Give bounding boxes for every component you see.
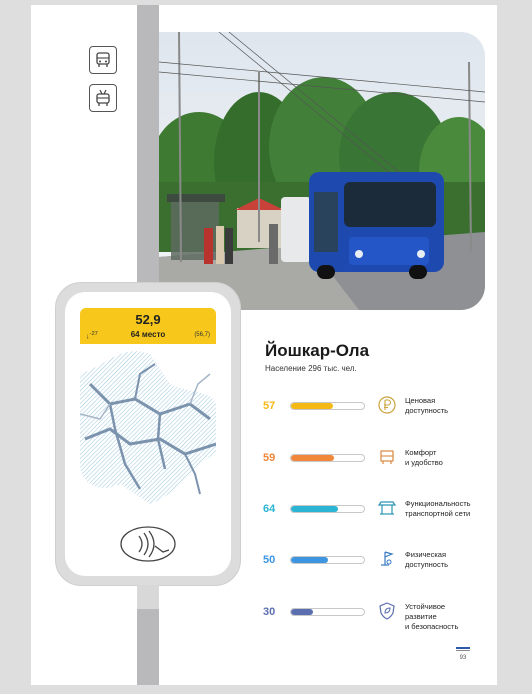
metric-label-line: Функциональность	[405, 499, 471, 508]
trolleybus-photo	[159, 32, 485, 310]
down-arrow-icon: ↓	[86, 333, 90, 341]
metric-bar-fill	[291, 609, 313, 615]
metric-value: 50	[263, 554, 276, 566]
metric-bar	[290, 402, 365, 410]
page-marker-icon	[455, 647, 471, 653]
bus-seat-icon	[377, 447, 397, 469]
metric-value: 59	[263, 452, 276, 464]
metric-label-line: доступность	[405, 406, 449, 415]
metric-value: 30	[263, 606, 276, 618]
metric-row	[263, 601, 493, 633]
metric-label-line: Комфорт	[405, 448, 437, 457]
metric-label-line: Устойчивое	[405, 602, 446, 611]
metric-label-line: и удобство	[405, 458, 443, 467]
metric-label	[405, 448, 443, 468]
metric-row	[263, 395, 493, 427]
metric-label-line: транспортной сети	[405, 509, 471, 518]
score-header	[80, 308, 216, 344]
metric-label-line: и безопасность	[405, 622, 459, 631]
metric-row	[263, 447, 493, 479]
shield-leaf-icon	[377, 601, 397, 623]
page-number	[455, 647, 471, 665]
metric-label-line: развитие	[405, 612, 437, 621]
metric-bar	[290, 454, 365, 462]
metric-label-line: Физическая	[405, 550, 447, 559]
route-map	[80, 344, 216, 514]
previous-score: (56,7)	[194, 332, 210, 338]
metric-bar	[290, 608, 365, 616]
trolleybus-icon	[89, 84, 117, 112]
overall-score: 52,9	[135, 312, 161, 327]
metric-label	[405, 602, 458, 632]
city-population: Население 296 тыс. чел.	[265, 364, 357, 373]
metric-bar-fill	[291, 455, 334, 461]
bus-stop-icon	[377, 498, 397, 520]
metric-row	[263, 498, 493, 530]
ruble-coin-icon	[377, 395, 397, 417]
accessibility-flag-icon	[377, 549, 397, 571]
metric-label	[405, 396, 448, 416]
bus-icon	[89, 46, 117, 74]
rank-delta	[86, 331, 98, 340]
metric-label-line: Ценовая	[405, 396, 436, 405]
rank-delta-value: -27	[89, 331, 98, 337]
city-name: Йошкар-Ола	[265, 341, 370, 360]
metric-label	[405, 550, 448, 570]
metric-value: 57	[263, 400, 276, 412]
metric-label	[405, 499, 471, 519]
metric-label-line: доступность	[405, 560, 449, 569]
metric-bar-fill	[291, 403, 333, 409]
page-number-text: 93	[459, 655, 467, 661]
metric-row	[263, 549, 493, 581]
city-rank: 64 место	[130, 330, 166, 339]
metric-bar-fill	[291, 557, 328, 563]
info-terminal	[55, 282, 241, 586]
metric-bar	[290, 505, 365, 513]
contactless-payment-icon	[119, 524, 177, 564]
metric-value: 64	[263, 503, 276, 515]
metric-bar	[290, 556, 365, 564]
terminal-screen	[65, 292, 231, 576]
metric-bar-fill	[291, 506, 338, 512]
terminal-post	[137, 585, 159, 609]
